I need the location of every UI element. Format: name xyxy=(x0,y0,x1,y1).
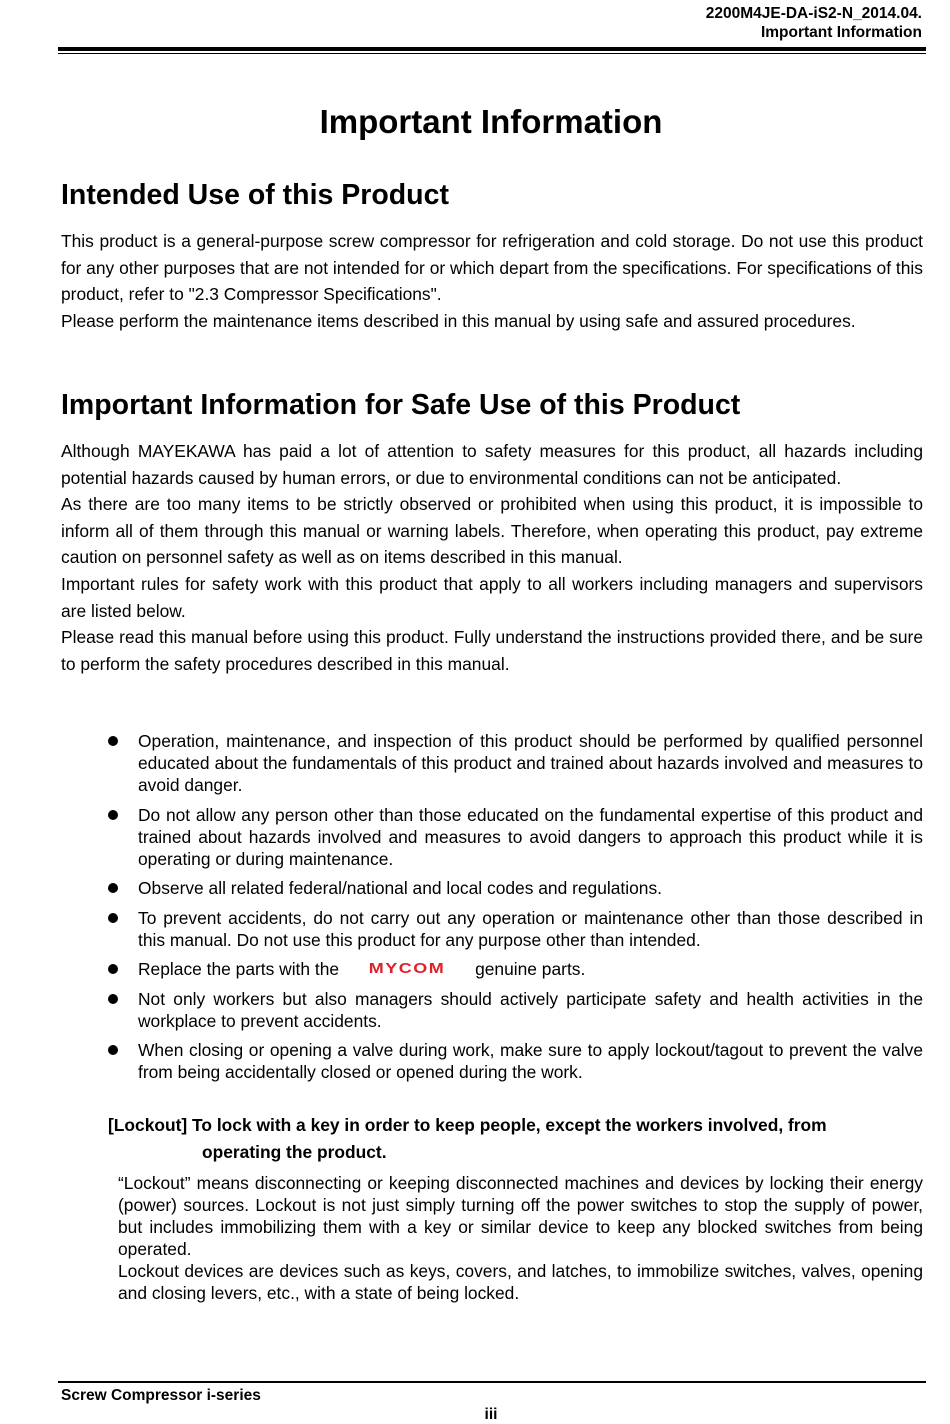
intended-use-paragraph-1: This product is a general-purpose screw compressor for refrigeration and cold storage. Do not use this product for any other purposes that are not intended for or which depart from the specifications. For specifications of this product, refer to "2.3 Compressor Specifications". xyxy=(61,231,923,305)
footer-rule xyxy=(58,1381,926,1383)
bullet-icon xyxy=(108,1045,118,1055)
bullet-icon xyxy=(108,736,118,746)
footer-series-name: Screw Compressor i-series xyxy=(61,1387,261,1404)
bullet-icon xyxy=(108,913,118,923)
list-item: To prevent accidents, do not carry out any operation or maintenance other than those described in this manual. Do not use this product for any purpose other than intended. xyxy=(108,907,923,951)
list-item: Do not allow any person other than those educated on the fundamental expertise of this product and trained about hazards involved and measures to avoid dangers to approach this product while it is operating or during maintenance. xyxy=(108,804,923,870)
header-rule-thin xyxy=(58,53,926,54)
list-item: Operation, maintenance, and inspection of this product should be performed by qualified personnel educated about the fundamentals of this product and trained about hazards involved and measures to avoid danger. xyxy=(108,730,923,796)
safe-use-heading: Important Information for Safe Use of this Product xyxy=(61,389,741,421)
safety-rules-list xyxy=(108,730,923,1091)
header-section-name: Important Information xyxy=(760,24,922,41)
page-title: Important Information xyxy=(319,103,663,140)
safe-use-paragraph-2: As there are too many items to be strictly observed or prohibited when using this product, it is impossible to inform all of them through this manual or warning labels. Therefore, when operating this product, pay extreme caution on personnel safety as well as on items described in this manual. xyxy=(61,494,923,568)
svg-text:MYCOM: MYCOM xyxy=(368,960,446,976)
list-item: When closing or opening a valve during work, make sure to apply lockout/tagout to prevent the valve from being accidentally closed or opened during the work. xyxy=(108,1039,923,1083)
document-code: 2200M4JE-DA-iS2-N_2014.04. xyxy=(705,5,922,22)
intended-use-section xyxy=(61,178,923,334)
bullet-icon xyxy=(108,810,118,820)
lockout-paragraph-1: “Lockout” means disconnecting or keeping disconnected machines and devices by locking their energy (power) sources. Lockout is not just simply turning off the power switches to stop the supply of power, but includes immobilizing them with a key or similar device to keep any blocked switches from being operated. xyxy=(118,1173,923,1259)
list-item: Observe all related federal/national and local codes and regulations. xyxy=(108,877,923,899)
bullet-icon xyxy=(108,964,118,974)
header-rule xyxy=(58,47,926,51)
page-header xyxy=(706,4,922,42)
intended-use-paragraph-2: Please perform the maintenance items described in this manual by using safe and assured procedures. xyxy=(61,310,856,331)
list-item: Replace the parts with the MYCOM genuine parts. xyxy=(108,958,923,980)
lockout-heading xyxy=(108,1112,923,1166)
bullet-icon xyxy=(108,883,118,893)
safe-use-paragraph-4: Please read this manual before using this product. Fully understand the instructions provided there, and be sure to perform the safety procedures described in this manual. xyxy=(61,627,923,674)
intended-use-heading: Intended Use of this Product xyxy=(61,179,449,211)
bullet-icon xyxy=(108,994,118,1004)
safe-use-section xyxy=(61,388,923,677)
safe-use-paragraph-3: Important rules for safety work with this product that apply to all workers including managers and supervisors are listed below. xyxy=(61,573,923,621)
lockout-paragraph-2: Lockout devices are devices such as keys, covers, and latches, to immobilize switches, valves, opening and closing levers, etc., with a state of being locked. xyxy=(118,1261,923,1303)
page-number: iii xyxy=(484,1406,498,1423)
lockout-heading-line-2: operating the product. xyxy=(202,1142,387,1162)
mycom-logo xyxy=(349,960,465,976)
lockout-description xyxy=(118,1172,923,1304)
list-item: Not only workers but also managers should actively participate safety and health activities in the workplace to prevent accidents. xyxy=(108,988,923,1032)
lockout-heading-line-1: [Lockout] To lock with a key in order to keep people, except the workers involved, from xyxy=(108,1115,827,1135)
safe-use-paragraph-1: Although MAYEKAWA has paid a lot of attention to safety measures for this product, all hazards including potential hazards caused by human errors, or due to environmental conditions can not be anticipated. xyxy=(61,441,923,488)
